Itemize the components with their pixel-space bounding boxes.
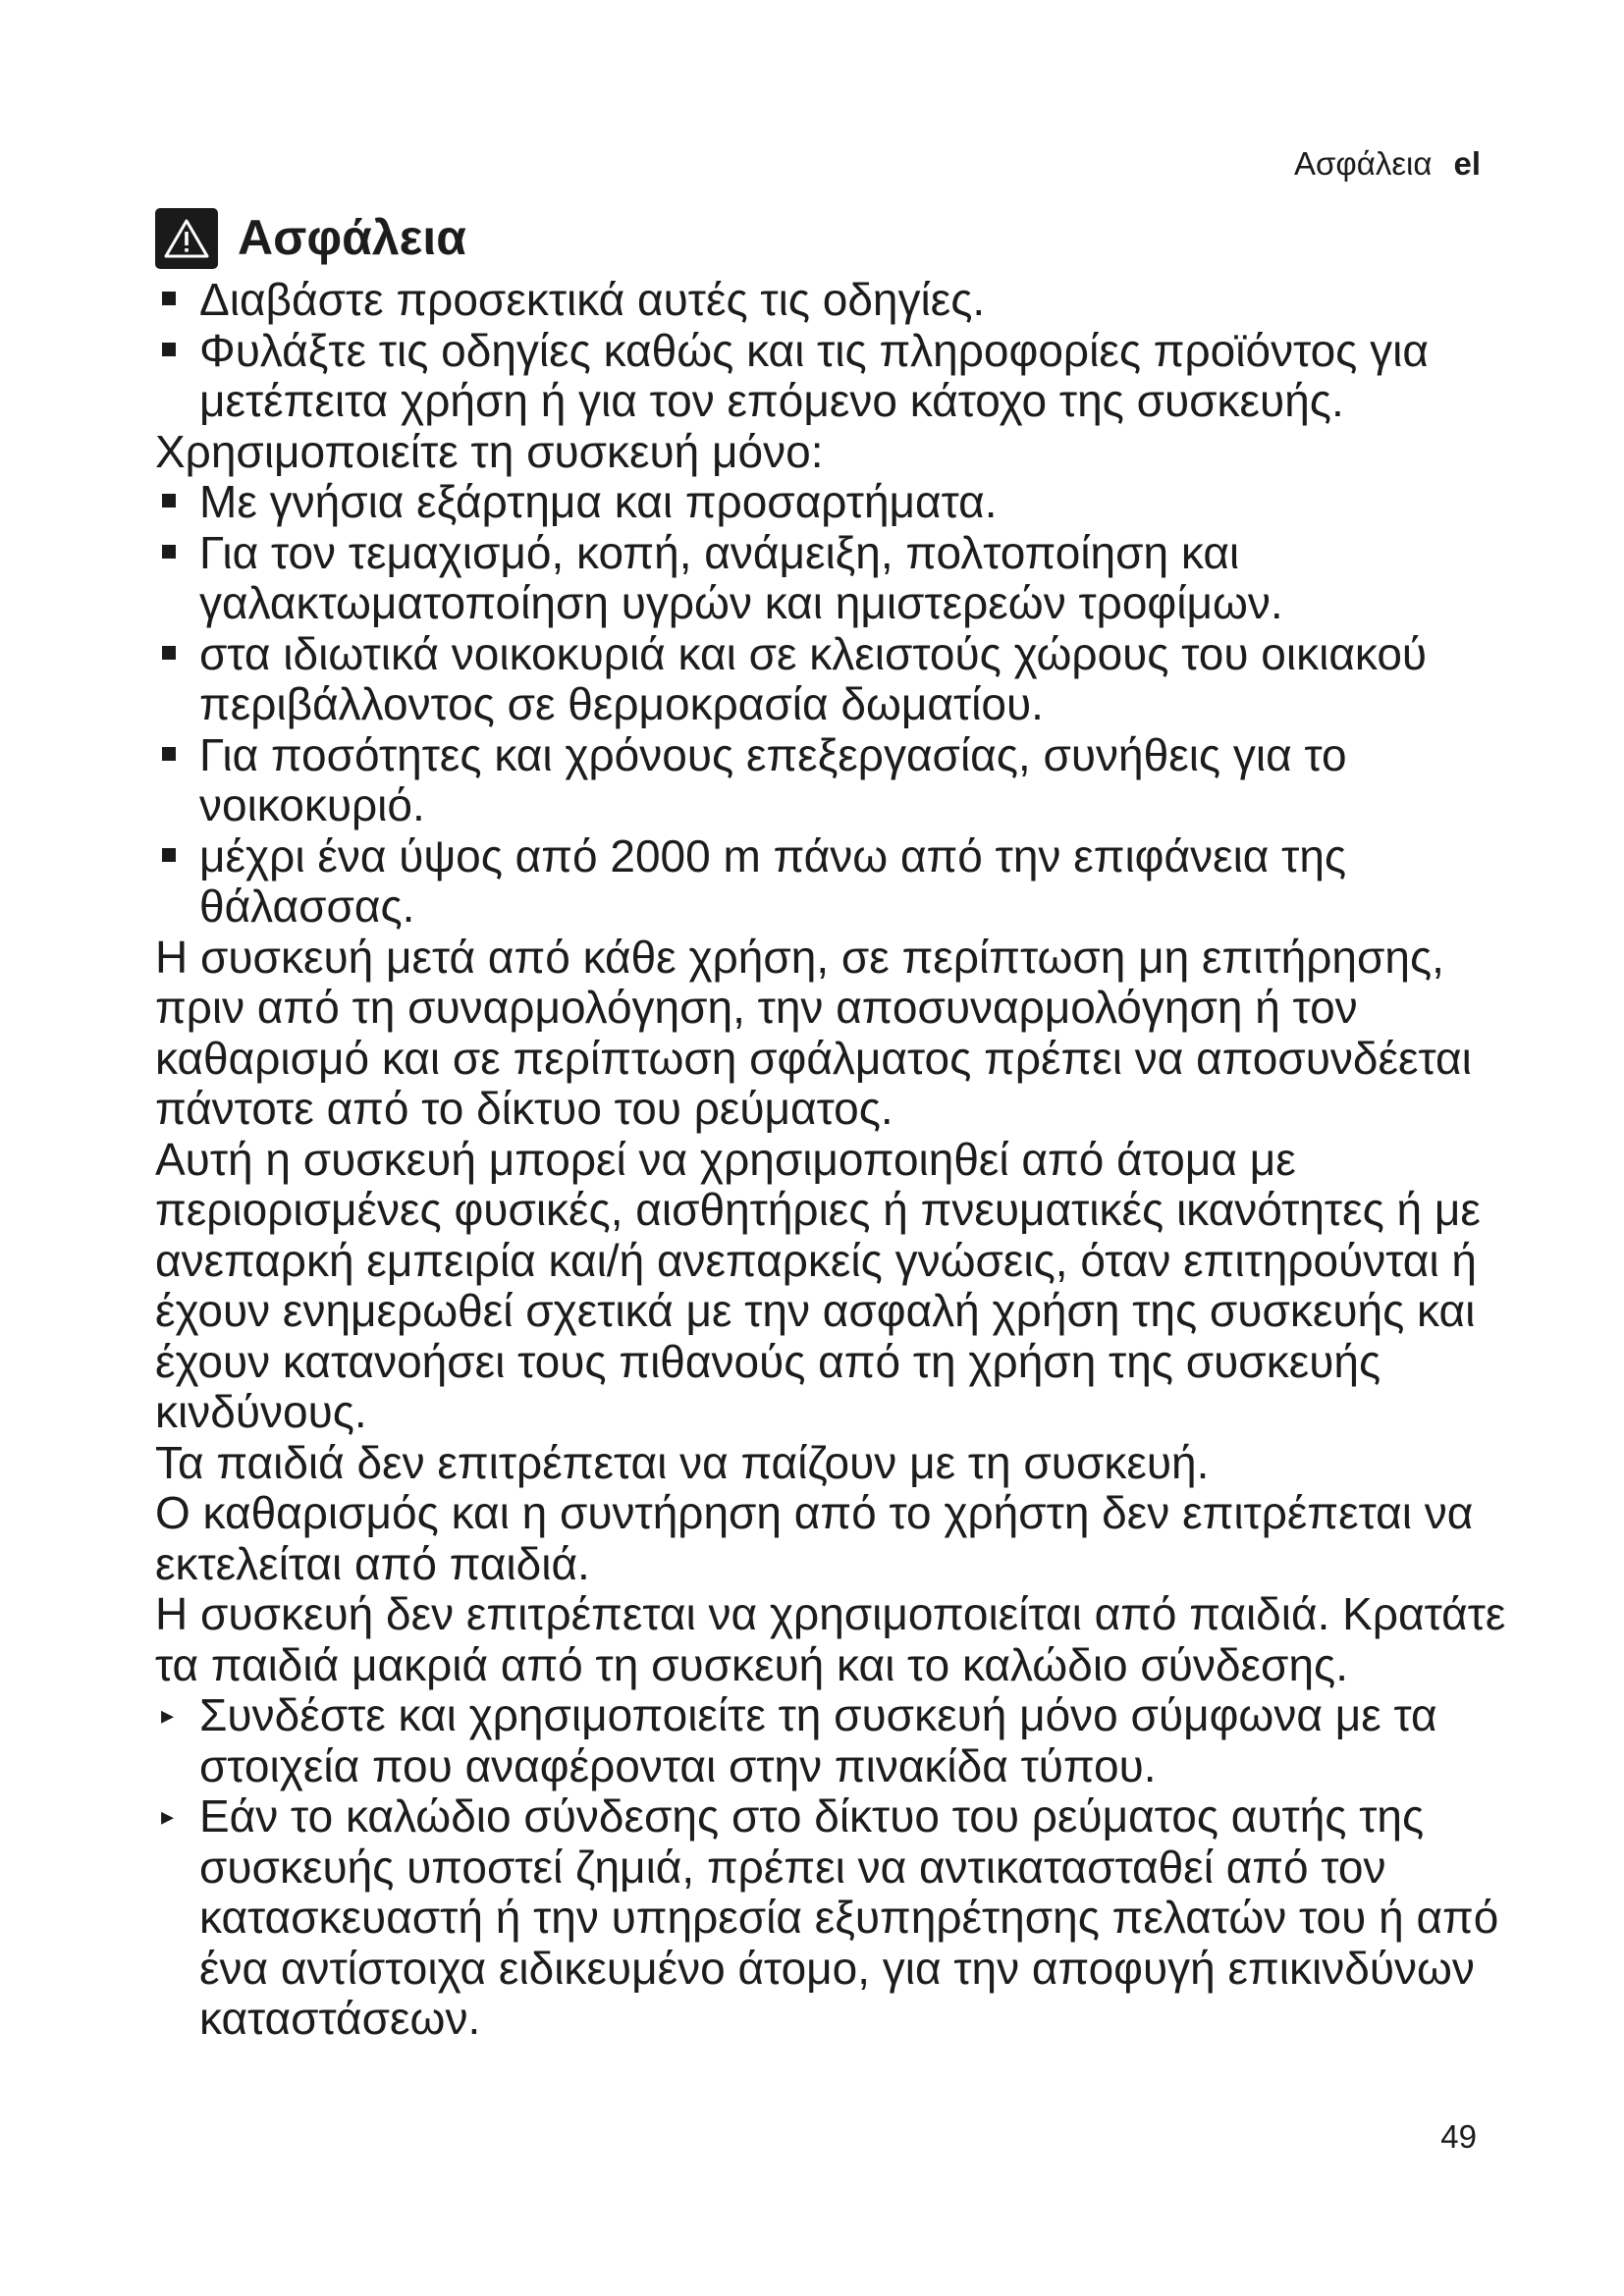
safety-section [155,208,1510,2045]
instruction-text: Εάν το καλώδιο σύνδεσης στο δίκτυο του ρεύματος αυτής της συσκευής υποστεί ζημιά, πρέπει να αντικατασταθεί από τον κατασκευαστή ή την υπηρεσία εξυπηρέτησης πελατών του ή από ένα αντίστοιχα ειδικευμένο άτομο, για την αποφυγή επικινδύνων καταστάσεων. [199,1790,1499,2044]
warning-triangle-icon [155,208,218,269]
triangle-right-icon: ▸ [161,1700,175,1730]
triangle-right-icon: ▸ [161,1801,175,1831]
bullet-text: Για τον τεμαχισμό, κοπή, ανάμειξη, πολτοποίηση και γαλακτωματοποίηση υγρών και ημιστερεών τροφίμων. [199,526,1283,628]
instruction-text: Συνδέστε και χρησιμοποιείτε τη συσκευή μόνο σύμφωνα με τα στοιχεία που αναφέρονται στην πινακίδα τύπου. [199,1689,1437,1791]
page-number: 49 [1440,2118,1477,2155]
bullet-item [155,629,1510,730]
bullet-text: μέχρι ένα ύψος από 2000 m πάνω από την επιφάνεια της θάλασσας. [199,829,1347,932]
header-section: Ασφάλεια [1293,145,1433,182]
instruction-item [155,1791,1510,2045]
bullet-item [155,831,1510,933]
instruction-item [155,1690,1510,1791]
paragraph: Ο καθαρισμός και η συντήρηση από το χρήστη δεν επιτρέπεται να εκτελείται από παιδιά. [155,1487,1474,1589]
bullet-item [155,730,1510,831]
section-heading [155,208,1510,269]
section-title: Ασφάλεια [238,210,466,266]
bullet-text: Διαβάστε προσεκτικά αυτές τις οδηγίες. [199,274,986,325]
bullet-item [155,275,1510,326]
bullet-text: Με γνήσια εξάρτημα και προσαρτήματα. [199,476,998,527]
bullet-item [155,477,1510,528]
paragraph: Η συσκευή μετά από κάθε χρήση, σε περίπτωση μη επιτήρησης, πριν από τη συναρμολόγηση, την αποσυναρμολόγηση ή τον καθαρισμό και σε περίπτωση σφάλματος πρέπει να αποσυνδέεται πάντοτε από το δίκτυο του ρεύματος. [155,931,1472,1134]
paragraph: Τα παιδιά δεν επιτρέπεται να παίζουν με τη συσκευή. [155,1436,1210,1488]
header-language: el [1453,145,1481,182]
bullet-text: στα ιδιωτικά νοικοκυριά και σε κλειστούς χώρους του οικιακού περιβάλλοντος σε θερμοκρασία δωματίου. [199,627,1428,729]
running-header [1294,145,1481,183]
paragraph: Χρησιμοποιείτε τη συσκευή μόνο: [155,425,824,477]
bullet-text: Για ποσότητες και χρόνους επεξεργασίας, συνήθεις για το νοικοκυριό. [199,728,1347,830]
paragraph: Αυτή η συσκευή μπορεί να χρησιμοποιηθεί από άτομα με περιορισμένες φυσικές, αισθητήριες ή πνευματικές ικανότητες ή με ανεπαρκή εμπειρία και/ή ανεπαρκείς γνώσεις, όταν επιτηρούνται ή έχουν ενημερωθεί σχετικά με την ασφαλή χρήση της συσκευής και έχουν κατανοήσει τους πιθανούς από τη χρήση της συσκευής κινδύνους. [155,1133,1481,1437]
safety-text [155,275,1510,2045]
bullet-item [155,326,1510,427]
bullet-item [155,528,1510,629]
bullet-text: Φυλάξτε τις οδηγίες καθώς και τις πληροφορίες προϊόντος για μετέπειτα χρήση ή για τον επόμενο κάτοχο της συσκευής. [199,324,1429,426]
paragraph: Η συσκευή δεν επιτρέπεται να χρησιμοποιείται από παιδιά. Κρατάτε τα παιδιά μακριά από τη συσκευή και το καλώδιο σύνδεσης. [155,1588,1506,1690]
